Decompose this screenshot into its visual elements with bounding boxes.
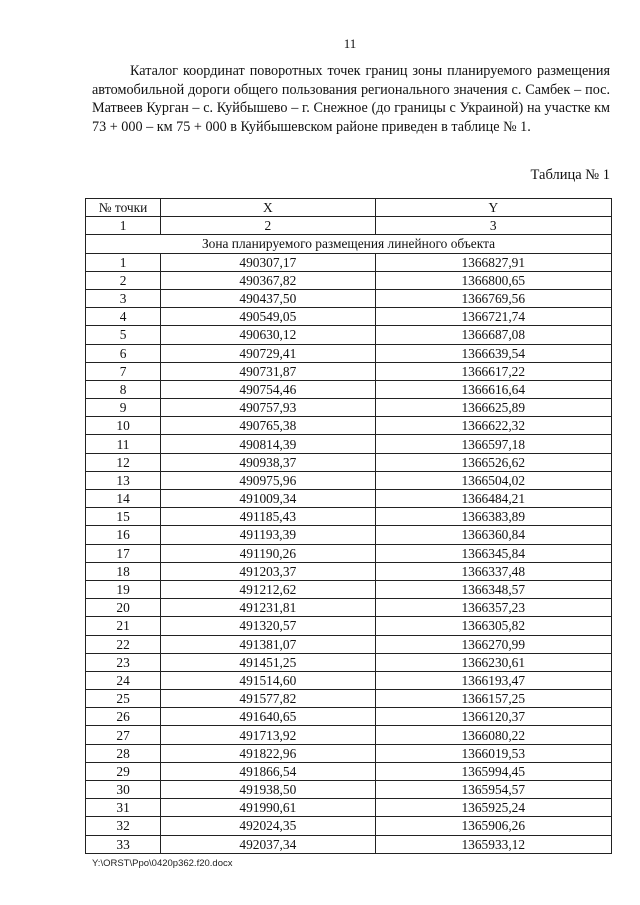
y-coordinate-cell: 1366827,91: [375, 253, 611, 271]
y-coordinate-cell: 1365906,26: [375, 817, 611, 835]
x-coordinate-cell: 491231,81: [161, 599, 375, 617]
x-coordinate-cell: 490437,50: [161, 289, 375, 307]
y-coordinate-cell: 1366357,23: [375, 599, 611, 617]
column-number-2: 2: [161, 217, 375, 235]
table-row: [86, 744, 612, 762]
table-row: [86, 799, 612, 817]
point-number-cell: 24: [86, 671, 161, 689]
point-number-cell: 13: [86, 471, 161, 489]
point-number-cell: 11: [86, 435, 161, 453]
table-row: [86, 344, 612, 362]
table-row: [86, 617, 612, 635]
y-coordinate-cell: 1366625,89: [375, 399, 611, 417]
x-coordinate-cell: 491866,54: [161, 762, 375, 780]
x-coordinate-cell: 492024,35: [161, 817, 375, 835]
y-coordinate-cell: 1366270,99: [375, 635, 611, 653]
x-coordinate-cell: 490975,96: [161, 471, 375, 489]
point-number-cell: 32: [86, 817, 161, 835]
x-coordinate-cell: 491990,61: [161, 799, 375, 817]
y-coordinate-cell: 1366526,62: [375, 453, 611, 471]
table-row: [86, 271, 612, 289]
x-coordinate-cell: 491212,62: [161, 580, 375, 598]
point-number-cell: 20: [86, 599, 161, 617]
table-row: [86, 471, 612, 489]
y-coordinate-cell: 1366193,47: [375, 671, 611, 689]
x-coordinate-cell: 492037,34: [161, 835, 375, 853]
y-coordinate-cell: 1366157,25: [375, 690, 611, 708]
table-header: [86, 199, 612, 254]
table-row: [86, 289, 612, 307]
point-number-cell: 21: [86, 617, 161, 635]
point-number-cell: 33: [86, 835, 161, 853]
table-body: [86, 253, 612, 853]
table-row: [86, 326, 612, 344]
x-coordinate-cell: 491713,92: [161, 726, 375, 744]
x-coordinate-cell: 490549,05: [161, 308, 375, 326]
x-coordinate-cell: 490757,93: [161, 399, 375, 417]
header-x: X: [161, 199, 375, 217]
coordinates-table: [85, 198, 612, 854]
x-coordinate-cell: 490731,87: [161, 362, 375, 380]
x-coordinate-cell: 491185,43: [161, 508, 375, 526]
y-coordinate-cell: 1366484,21: [375, 490, 611, 508]
point-number-cell: 18: [86, 562, 161, 580]
table-row: [86, 399, 612, 417]
y-coordinate-cell: 1366617,22: [375, 362, 611, 380]
table-row: [86, 817, 612, 835]
table-row: [86, 380, 612, 398]
section-title: Зона планируемого размещения линейного объекта: [86, 235, 612, 253]
point-number-cell: 30: [86, 781, 161, 799]
y-coordinate-cell: 1366360,84: [375, 526, 611, 544]
table-row: [86, 526, 612, 544]
point-number-cell: 7: [86, 362, 161, 380]
column-number-row: [86, 217, 612, 235]
point-number-cell: 22: [86, 635, 161, 653]
point-number-cell: 4: [86, 308, 161, 326]
table-row: [86, 708, 612, 726]
point-number-cell: 14: [86, 490, 161, 508]
column-number-3: 3: [375, 217, 611, 235]
x-coordinate-cell: 491514,60: [161, 671, 375, 689]
y-coordinate-cell: 1366616,64: [375, 380, 611, 398]
point-number-cell: 28: [86, 744, 161, 762]
y-coordinate-cell: 1366800,65: [375, 271, 611, 289]
point-number-cell: 31: [86, 799, 161, 817]
section-row: [86, 235, 612, 253]
point-number-cell: 6: [86, 344, 161, 362]
x-coordinate-cell: 491822,96: [161, 744, 375, 762]
table-caption: Таблица № 1: [530, 167, 610, 183]
table-row: [86, 435, 612, 453]
y-coordinate-cell: 1366080,22: [375, 726, 611, 744]
y-coordinate-cell: 1366721,74: [375, 308, 611, 326]
y-coordinate-cell: 1366348,57: [375, 580, 611, 598]
y-coordinate-cell: 1366383,89: [375, 508, 611, 526]
table-row: [86, 599, 612, 617]
point-number-cell: 15: [86, 508, 161, 526]
intro-paragraph: Каталог координат поворотных точек границ зоны планируемого размещения автомобильной дороги общего пользования регионального значения с. Самбек – пос. Матвеев Курган – с. Куйбышево – г. Снежное (до границы с Украиной) на участке км 73 + 000 – км 75 + 000 в Куйбышевском районе приведен в таблице № 1.: [92, 63, 610, 135]
point-number-cell: 12: [86, 453, 161, 471]
y-coordinate-cell: 1366019,53: [375, 744, 611, 762]
page-number: 11: [343, 36, 357, 51]
table-row: [86, 453, 612, 471]
x-coordinate-cell: 490814,39: [161, 435, 375, 453]
x-coordinate-cell: 490765,38: [161, 417, 375, 435]
point-number-cell: 1: [86, 253, 161, 271]
table-row: [86, 308, 612, 326]
y-coordinate-cell: 1366337,48: [375, 562, 611, 580]
table-row: [86, 490, 612, 508]
table-row: [86, 781, 612, 799]
column-number-1: 1: [86, 217, 161, 235]
y-coordinate-cell: 1366622,32: [375, 417, 611, 435]
point-number-cell: 23: [86, 653, 161, 671]
x-coordinate-cell: 491640,65: [161, 708, 375, 726]
header-point-number: № точки: [86, 199, 161, 217]
table-row: [86, 580, 612, 598]
point-number-cell: 26: [86, 708, 161, 726]
x-coordinate-cell: 491009,34: [161, 490, 375, 508]
x-coordinate-cell: 491577,82: [161, 690, 375, 708]
x-coordinate-cell: 491190,26: [161, 544, 375, 562]
table-row: [86, 544, 612, 562]
point-number-cell: 25: [86, 690, 161, 708]
table-row: [86, 762, 612, 780]
y-coordinate-cell: 1365933,12: [375, 835, 611, 853]
table-row: [86, 635, 612, 653]
y-coordinate-cell: 1366504,02: [375, 471, 611, 489]
x-coordinate-cell: 490729,41: [161, 344, 375, 362]
point-number-cell: 5: [86, 326, 161, 344]
x-coordinate-cell: 491193,39: [161, 526, 375, 544]
x-coordinate-cell: 490630,12: [161, 326, 375, 344]
footer-file-path: Y:\ORST\Ppo\0420p362.f20.docx: [92, 858, 233, 869]
point-number-cell: 3: [86, 289, 161, 307]
table-row: [86, 253, 612, 271]
x-coordinate-cell: 490307,17: [161, 253, 375, 271]
table-row: [86, 653, 612, 671]
point-number-cell: 17: [86, 544, 161, 562]
table-row: [86, 671, 612, 689]
table-row: [86, 562, 612, 580]
x-coordinate-cell: 491451,25: [161, 653, 375, 671]
header-row: [86, 199, 612, 217]
y-coordinate-cell: 1366769,56: [375, 289, 611, 307]
y-coordinate-cell: 1365954,57: [375, 781, 611, 799]
table-row: [86, 417, 612, 435]
y-coordinate-cell: 1365994,45: [375, 762, 611, 780]
y-coordinate-cell: 1366639,54: [375, 344, 611, 362]
x-coordinate-cell: 491320,57: [161, 617, 375, 635]
point-number-cell: 10: [86, 417, 161, 435]
y-coordinate-cell: 1366230,61: [375, 653, 611, 671]
x-coordinate-cell: 490754,46: [161, 380, 375, 398]
point-number-cell: 27: [86, 726, 161, 744]
point-number-cell: 9: [86, 399, 161, 417]
point-number-cell: 16: [86, 526, 161, 544]
y-coordinate-cell: 1366345,84: [375, 544, 611, 562]
point-number-cell: 2: [86, 271, 161, 289]
table-row: [86, 362, 612, 380]
header-y: Y: [375, 199, 611, 217]
y-coordinate-cell: 1366305,82: [375, 617, 611, 635]
table-row: [86, 726, 612, 744]
x-coordinate-cell: 491381,07: [161, 635, 375, 653]
table-row: [86, 690, 612, 708]
x-coordinate-cell: 491203,37: [161, 562, 375, 580]
x-coordinate-cell: 490367,82: [161, 271, 375, 289]
y-coordinate-cell: 1366597,18: [375, 435, 611, 453]
y-coordinate-cell: 1365925,24: [375, 799, 611, 817]
point-number-cell: 19: [86, 580, 161, 598]
x-coordinate-cell: 491938,50: [161, 781, 375, 799]
table-row: [86, 835, 612, 853]
y-coordinate-cell: 1366120,37: [375, 708, 611, 726]
y-coordinate-cell: 1366687,08: [375, 326, 611, 344]
table-row: [86, 508, 612, 526]
point-number-cell: 8: [86, 380, 161, 398]
x-coordinate-cell: 490938,37: [161, 453, 375, 471]
point-number-cell: 29: [86, 762, 161, 780]
